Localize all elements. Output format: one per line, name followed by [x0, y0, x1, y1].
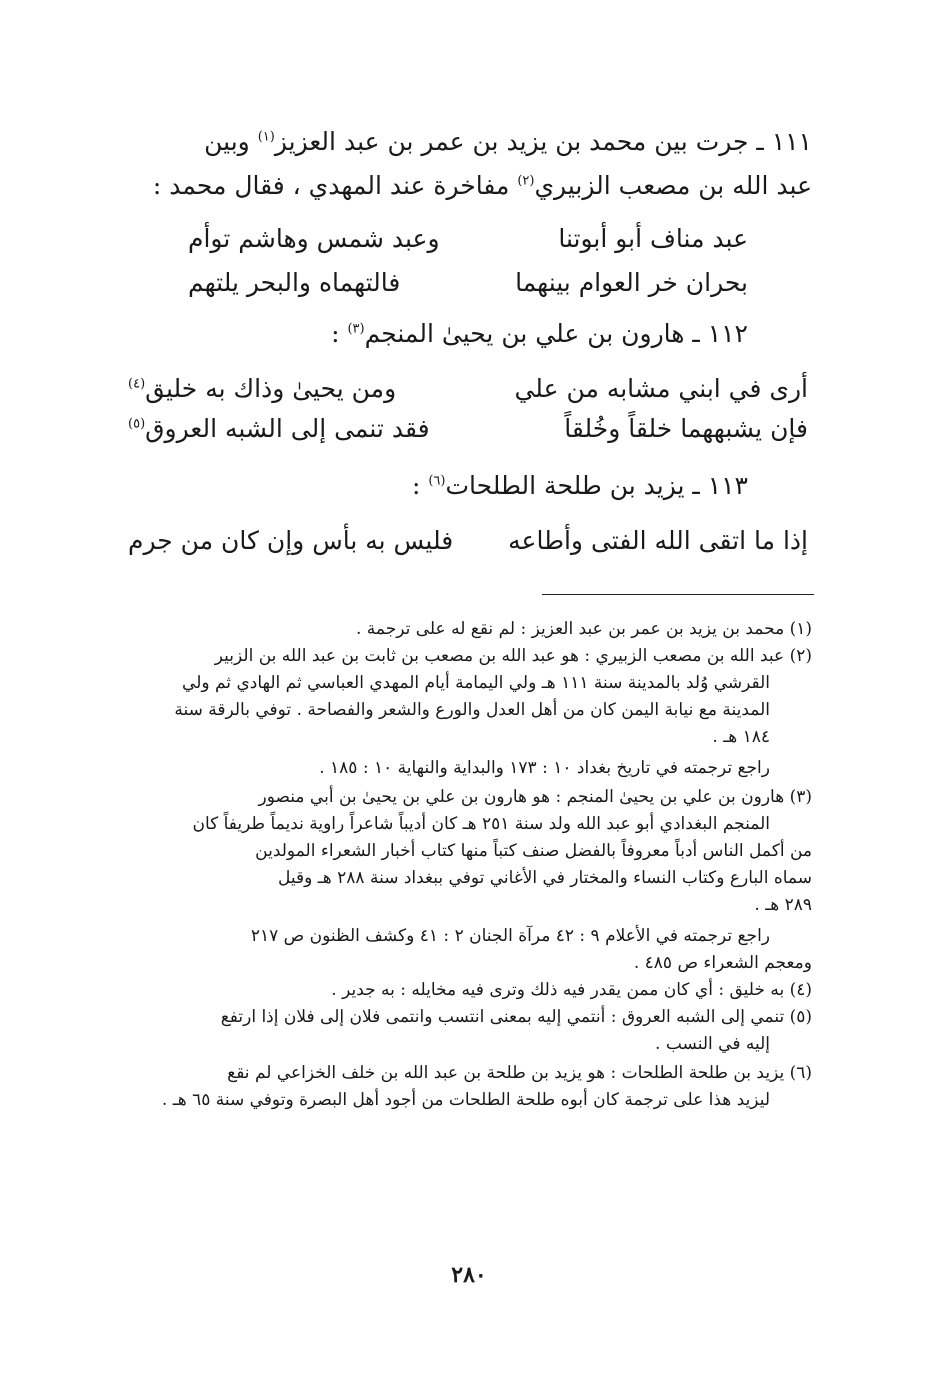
entry-111-line-2: [122, 170, 812, 202]
footnote-3-reference: ومعجم الشعراء ص ٤٨٥ .: [633, 953, 812, 973]
footnote-6-line: (٦) يزيد بن طلحة الطلحات : هو يزيد بن طلحة بن عبد الله بن خلف الخزاعي لم نقع: [227, 1063, 812, 1083]
entry-112-text: ١١٢ ـ هارون بن علي بن يحيىٰ المنجم: [364, 319, 748, 348]
footnote-ref-6: (٦): [428, 473, 446, 489]
verse-hemistich-second: فليس به بأس وإن كان من جرم: [128, 526, 454, 555]
footnote-1: (١) محمد بن يزيد بن عمر بن عبد العزيز : لم نقع له على ترجمة .: [355, 619, 812, 639]
entry-113-heading: [148, 470, 748, 502]
entry-111-verse-2: [188, 266, 748, 300]
footnotes: [122, 616, 812, 1114]
footnote-3-line: المنجم البغدادي أبو عبد الله ولد سنة ٢٥١ هـ كان أديباً شاعراً راوية نديماً طريفاً كان: [192, 814, 770, 834]
verse-hemistich-first: إذا ما اتقى الله الفتى وأطاعه: [508, 526, 808, 555]
entry-112-heading: [148, 318, 748, 350]
footnote-separator: [542, 594, 814, 595]
entry-111-text-tail: وبين: [204, 127, 258, 156]
verse-hemistich-first: فإن يشبههما خلقاً وخُلقاً: [564, 414, 808, 443]
verse-hemistich-second: [128, 372, 396, 406]
entry-113-tail: :: [411, 471, 429, 500]
entry-113-verse-1: [128, 524, 808, 558]
footnote-6-line: ليزيد هذا على ترجمة كان أبوه طلحة الطلحات من أجود أهل البصرة وتوفي سنة ٦٥ هـ .: [161, 1090, 770, 1110]
footnote-ref-5: (٥): [128, 416, 146, 432]
footnote-2-reference: راجع ترجمته في تاريخ بغداد ١٠ : ١٧٣ والبداية والنهاية ١٠ : ١٨٥ .: [319, 758, 770, 778]
verse-hemistich-first: عبد مناف أبو أبوتنا: [558, 224, 748, 253]
footnote-2-line: (٢) عبد الله بن مصعب الزبيري : هو عبد الله بن مصعب بن ثابت بن عبد الله بن الزبير: [214, 646, 812, 666]
footnote-ref-3: (٣): [347, 321, 365, 337]
footnote-ref-1: (١): [257, 129, 275, 145]
entry-111-line-1: [122, 126, 812, 158]
verse-hemistich-second-text: فقد تنمى إلى الشبه العروق: [145, 414, 430, 443]
entry-112-verse-2: [128, 412, 808, 446]
verse-hemistich-second: وعبد شمس وهاشم توأم: [188, 224, 440, 253]
entry-112-verse-1: [128, 372, 808, 406]
verse-hemistich-first: بحران خر العوام بينهما: [515, 268, 748, 297]
footnote-3-line: (٣) هارون بن علي بن يحيىٰ المنجم : هو هارون بن علي بن يحيىٰ بن أبي منصور: [258, 787, 812, 807]
footnote-5-line: (٥) تنمي إلى الشبه العروق : أنتمي إليه بمعنى انتسب وانتمى فلان إلى فلان إذا ارتفع: [220, 1007, 812, 1027]
footnote-ref-2: (٢): [517, 173, 535, 189]
footnote-4: (٤) به خليق : أي كان ممن يقدر فيه ذلك وترى فيه مخايله : به جدير .: [331, 980, 812, 1000]
footnote-2-line: القرشي وُلد بالمدينة سنة ١١١ هـ ولي اليمامة أيام المهدي العباسي ثم الهادي ثم ولي: [182, 673, 770, 693]
entry-111-verse-1: [188, 222, 748, 256]
entry-112-tail: :: [331, 319, 348, 348]
verse-hemistich-second: [128, 412, 430, 446]
footnote-2-line: ١٨٤ هـ .: [712, 727, 770, 747]
footnote-ref-4: (٤): [128, 376, 146, 392]
footnote-3-reference: راجع ترجمته في الأعلام ٩ : ٤٢ مرآة الجنان ٢ : ٤١ وكشف الظنون ص ٢١٧: [250, 926, 770, 946]
entry-111-text: ١١١ ـ جرت بين محمد بن يزيد بن عمر بن عبد العزيز: [274, 127, 812, 156]
footnote-3-line: ٢٨٩ هـ .: [754, 895, 812, 915]
verse-hemistich-second: فالتهماه والبحر يلتهم: [188, 268, 401, 297]
entry-111-line-2-tail: مفاخرة عند المهدي ، فقال محمد :: [152, 171, 518, 200]
verse-hemistich-second-text: ومن يحيىٰ وذاك به خليق: [145, 374, 397, 403]
footnote-5-line: إليه في النسب .: [655, 1034, 770, 1054]
page-number: ٢٨٠: [451, 1262, 487, 1288]
footnote-3-line: من أكمل الناس أدباً معروفاً بالفضل صنف كتباً منها كتاب أخبار الشعراء المولدين: [255, 841, 812, 861]
verse-hemistich-first: أرى في ابني مشابه من علي: [514, 374, 808, 403]
footnote-2-line: المدينة مع نيابة اليمن كان من أهل العدل والورع والشعر والفصاحة . توفي بالرقة سنة: [174, 700, 770, 720]
footnote-3-line: سماه البارع وكتاب النساء والمختار في الأغاني توفي ببغداد سنة ٢٨٨ هـ وقيل: [278, 868, 812, 888]
entry-113-text: ١١٣ ـ يزيد بن طلحة الطلحات: [445, 471, 748, 500]
entry-111-line-2-text: عبد الله بن مصعب الزبيري: [534, 171, 812, 200]
